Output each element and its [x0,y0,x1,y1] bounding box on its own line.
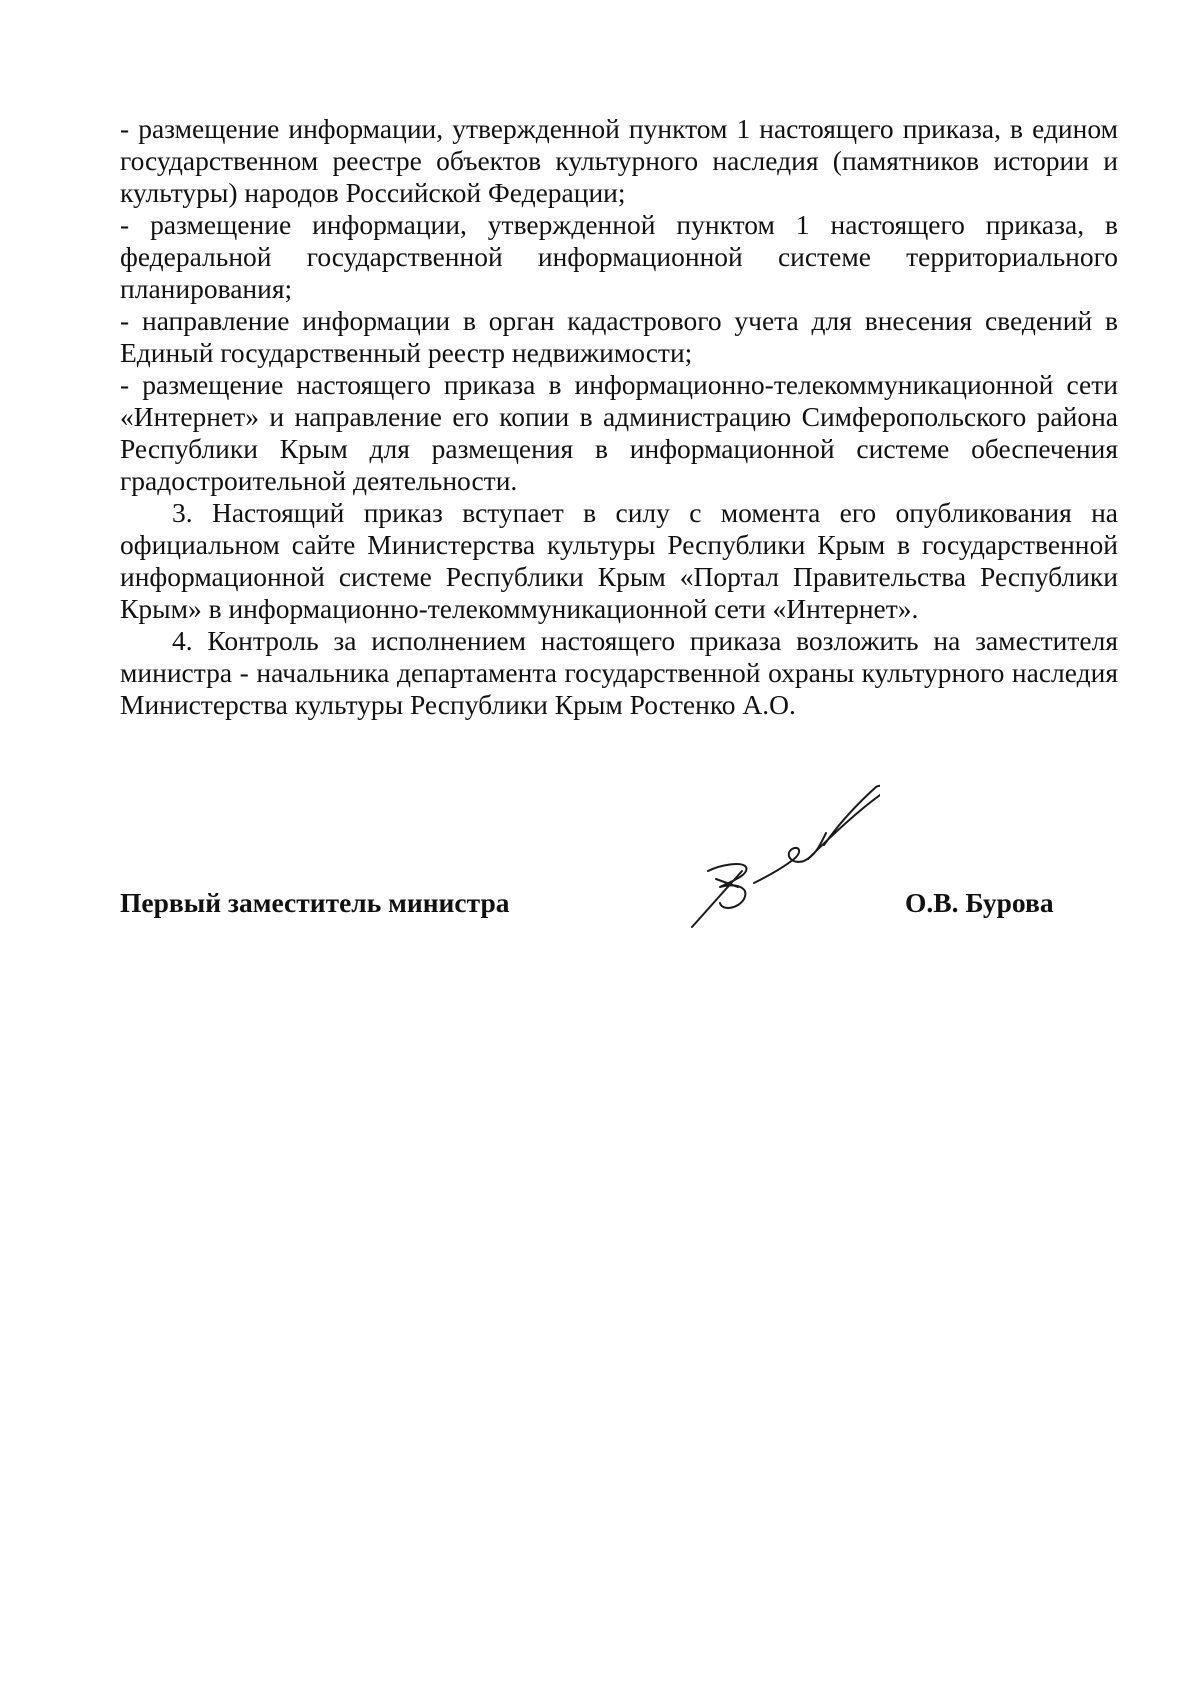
paragraph-effective-date: 3. Настоящий приказ вступает в силу с момента его опубликования на официальном сайте Министерства культуры Республики Крым в государственной информационной системе Республики Крым «Портал Правительства Республики Крым» в информационно-телекоммуникационной сети «Интернет». [120,497,1118,624]
paragraph-internet-posting: - размещение настоящего приказа в информационно-телекоммуникационной сети «Интернет» и направление его копии в администрацию Симферопольского района Республики Крым для размещения в информационной системе обеспечения градостроительной деятельности. [120,369,1118,496]
document-body [120,113,1118,721]
signature-block [120,775,1060,955]
paragraph-planning-system-posting: - размещение информации, утвержденной пунктом 1 настоящего приказа, в федеральной государственной информационной системе территориального планирования; [120,209,1118,304]
paragraph-registry-posting: - размещение информации, утвержденной пунктом 1 настоящего приказа, в едином государственном реестре объектов культурного наследия (памятников истории и культуры) народов Российской Федерации; [120,113,1118,208]
signer-title: Первый заместитель министра [120,887,510,918]
handwritten-signature [680,775,880,935]
paragraph-control: 4. Контроль за исполнением настоящего приказа возложить на заместителя министра - начальника департамента государственной охраны культурного наследия Министерства культуры Республики Крым Ростенко А.О. [120,625,1118,720]
signer-name: О.В. Бурова [905,887,1054,918]
paragraph-cadastral-submission: - направление информации в орган кадастрового учета для внесения сведений в Единый государственный реестр недвижимости; [120,305,1118,368]
